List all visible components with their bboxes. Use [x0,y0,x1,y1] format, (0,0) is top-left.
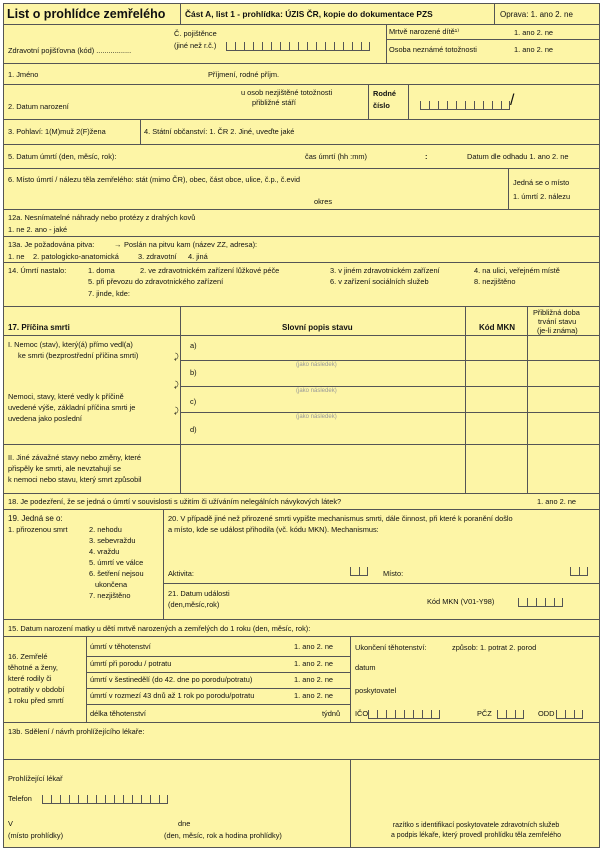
implants-label: 12a. Nesnímatelné náhrady nebo protézy z drahých kovů [8,213,196,222]
place-type-label: Jedná se o místo [513,178,570,187]
ico-boxes[interactable] [368,706,440,715]
insurance-company-label: Zdravotní pojišťovna (kód) ................. [8,46,132,55]
form-title: List o prohlídce zemřelého [7,7,166,21]
death-place-label: 6. Místo úmrtí / nálezu těla zemřelého: stát (mimo ČR), obec, část obce, ulice, č.p., č.evid [8,175,301,184]
event-date-label: 21. Datum události [168,589,230,598]
exam-date-label: dne [178,819,191,828]
ico-label: IČO [355,709,369,718]
curved-arrow-icon: ⤸ [174,406,179,415]
time-colon: : [425,152,428,161]
drugs-suspicion-options[interactable]: 1. ano 2. ne [537,497,577,506]
location-unknown[interactable]: 8. nezjištěno [474,277,516,286]
location-transport[interactable]: 5. při převozu do zdravotnického zařízení [88,277,224,286]
weeks-label: týdnů [322,709,341,718]
activity-code-boxes[interactable] [350,563,368,572]
death-type-pending[interactable]: 6. šetření nejsou [89,569,144,578]
pregnancy-label-3: které rodily či [8,674,52,683]
consequence-hint: (jako následek) [296,388,337,394]
citizenship-field[interactable]: 4. Státní občanství: 1. ČR 2. Jiné, uveďte jaké [144,127,295,136]
underlying-cause-label-3: uvedena jako poslední [8,414,82,423]
correction-field[interactable]: Oprava: 1. ano 2. ne [500,10,573,19]
event-date-label-2: (den,měsíc,rok) [168,600,220,609]
duration-column-3: (je-li známa) [537,326,578,335]
death-type-homicide[interactable]: 4. vraždu [89,547,120,556]
underlying-cause-label: Nemoci, stavy, které vedly k příčině [8,392,124,401]
pcz-boxes[interactable] [497,706,524,715]
stillborn-label: Mrtvě narozené dítě¹⁾ [389,27,460,36]
autopsy-label: 13a. Je požadována pitva: [8,240,95,249]
death-type-natural[interactable]: 1. přirozenou smrt [8,525,68,534]
location-inpatient[interactable]: 2. ve zdravotnickém zařízení lůžkové péče [140,266,280,275]
contributing-causes-label-3: k nemoci nebo stavu, který smrt způsobil [8,475,142,484]
drugs-suspicion-label: 18. Je podezření, že se jedná o úmrtí v souvislosti s užitím či užíváním nelegálních návykových látek? [8,497,342,506]
stillborn-options[interactable]: 1. ano 2. ne [514,28,554,37]
underlying-cause-label-2: uvedené výše, základní příčina smrti je [8,403,136,412]
duration-column: Přibližná doba [533,308,580,317]
pregnancy-label-2: těhotné a ženy, [8,663,58,672]
death-type-unknown[interactable]: 7. nezjištěno [89,591,131,600]
phone-label: Telefon [8,794,32,803]
stamp-label-2: a podpis lékaře, který provedl prohlídku těla zemřelého [390,832,562,839]
location-street[interactable]: 4. na ulici, veřejném místě [474,266,560,275]
place-code-boxes[interactable] [570,563,588,572]
name-label: 1. Jméno [8,70,39,79]
autopsy-sent-label: Poslán na pitvu kam (název ZZ, adresa): [124,240,258,249]
death-type-accident[interactable]: 2. nehodu [89,525,122,534]
odd-boxes[interactable] [556,706,583,715]
direct-cause-label: I. Nemoc (stav), který(á) přímo vedl(a) [8,340,133,349]
death-date-label: 5. Datum úmrtí (den, měsíc, rok): [8,152,117,161]
odd-label: ODD [538,709,555,718]
pregnancy-duration-label: délka těhotenství [90,709,146,718]
insured-number-note: (jiné než r.č.) [174,41,217,50]
insured-number-label: Č. pojištěnce [174,29,217,38]
birth-date-label: 2. Datum narození [8,102,69,111]
autopsy-option-no[interactable]: 1. ne [8,252,25,261]
death-type-suicide[interactable]: 3. sebevraždu [89,536,136,545]
consequence-hint: (jako následek) [296,414,337,420]
cause-d-label: d) [190,425,197,434]
doctor-note-label: 13b. Sdělení / návrh prohlížejícího lékaře: [8,727,145,736]
place-label: Místo: [383,569,404,578]
external-cause-code-boxes[interactable] [518,594,563,603]
contributing-causes-label-2: přispěly ke smrti, ale nevztahují se [8,464,121,473]
activity-label: Aktivita: [168,569,194,578]
pregnancy-label-5: 1 roku před smrtí [8,696,64,705]
mkn-column: Kód MKN [479,323,515,332]
pregnancy-end-label: Ukončení těhotenství: [355,643,427,652]
pregnancy-row-4: úmrtí v rozmezí 43 dnů až 1 rok po porodu/potratu [90,691,255,700]
curved-arrow-icon: ⤸ [174,352,179,361]
unknown-identity-label: Osoba neznámé totožnosti [389,45,477,54]
stamp-label: razítko s identifikací poskytovatele zdravotních služeb [392,822,560,829]
pcz-label: PČZ [477,709,492,718]
approx-age-label: přibližné stáří [252,98,296,107]
unknown-identity-options[interactable]: 1. ano 2. ne [514,45,554,54]
insured-number-boxes[interactable] [226,38,370,47]
pregnancy-row-3: úmrtí v šestinedělí (do 42. dne po porodu/potratu) [90,675,253,684]
death-type-war[interactable]: 5. úmrtí ve válce [89,558,144,567]
death-location-label: 14. Úmrtí nastalo: [8,266,67,275]
cause-of-death-label: 17. Příčina smrti [8,323,70,332]
exam-place-note: (místo prohlídky) [8,831,64,840]
contributing-causes-label: II. Jiné závažné stavy nebo změny, které [8,453,141,462]
birth-number-boxes[interactable] [420,97,510,106]
consequence-hint: (jako následek) [296,362,337,368]
location-home[interactable]: 1. doma [88,266,115,275]
implants-options[interactable]: 1. ne 2. ano - jaké [8,225,68,234]
cause-a-label: a) [190,341,197,350]
death-type-label: 19. Jedná se o: [8,514,63,523]
duration-column-2: trvání stavu [538,317,577,326]
external-cause-code-label: Kód MKN (V01-Y98) [427,597,495,606]
mother-birth-date-label: 15. Datum narození matky u dětí mrtvě narozených a zemřelých do 1 roku (den, měsíc, rok): [8,624,311,633]
autopsy-option-pathology[interactable]: 2. patologicko-anatomická [33,252,119,261]
autopsy-option-other[interactable]: 4. jiná [188,252,208,261]
curved-arrow-icon: ⤸ [174,380,179,389]
provider-label: poskytovatel [355,686,397,695]
unknown-age-label: u osob nezjištěné totožnosti [241,88,333,97]
district-label: okres [314,197,333,206]
description-column: Slovní popis stavu [282,323,353,332]
death-type-pending-2: ukončena [95,580,128,589]
death-time-label: čas úmrtí (hh :mm) [305,152,368,161]
pregnancy-row-2: úmrtí při porodu / potratu [90,659,172,668]
pregnancy-end-method[interactable]: způsob: 1. potrat 2. porod [452,643,537,652]
pregnancy-row-2-options[interactable]: 1. ano 2. ne [294,659,334,668]
pregnancy-row-4-options[interactable]: 1. ano 2. ne [294,691,334,700]
cause-c-label: c) [190,397,197,406]
pregnancy-label: 16. Zemřelé [8,652,48,661]
mechanism-label: 20. V případě jiné než přirozené smrti vypište mechanismus smrti, dále činnost, při které k poranění došlo [168,514,513,523]
place-type-options[interactable]: 1. úmrtí 2. nálezu [513,192,571,201]
estimated-date-options[interactable]: Datum dle odhadu 1. ano 2. ne [467,152,569,161]
location-social-services[interactable]: 6. v zařízení sociálních služeb [330,277,429,286]
arrow-icon: → [114,240,122,249]
birth-number-label-2: číslo [373,101,390,110]
birth-number-slash: / [510,92,515,109]
examining-doctor-label: Prohlížející lékař [8,774,63,783]
location-other-facility[interactable]: 3. v jiném zdravotnickém zařízení [330,266,440,275]
exam-place-label: V [8,819,13,828]
phone-boxes[interactable] [42,791,168,800]
cause-b-label: b) [190,368,197,377]
location-elsewhere[interactable]: 7. jinde, kde: [88,289,130,298]
form-subtitle: Část A, list 1 - prohlídka: ÚZIS ČR, kopie do dokumentace PZS [185,9,433,19]
surname-label: Příjmení, rodné příjm. [208,70,280,79]
pregnancy-row-3-options[interactable]: 1. ano 2. ne [294,675,334,684]
birth-number-label: Rodné [373,89,396,98]
pregnancy-row-1: úmrtí v těhotenství [90,642,151,651]
pregnancy-label-4: potratily v období [8,685,65,694]
pregnancy-end-date-label: datum [355,663,376,672]
pregnancy-row-1-options[interactable]: 1. ano 2. ne [294,642,334,651]
sex-field[interactable]: 3. Pohlaví: 1(M)muž 2(F)žena [8,127,106,136]
autopsy-option-health[interactable]: 3. zdravotní [138,252,177,261]
mechanism-label-2: a místo, kde se událost přihodila (vč. kódu MKN). Mechanismus: [168,525,379,534]
exam-date-note: (den, měsíc, rok a hodina prohlídky) [164,831,282,840]
direct-cause-label-2: ke smrti (bezprostřední příčina smrti) [18,351,139,360]
